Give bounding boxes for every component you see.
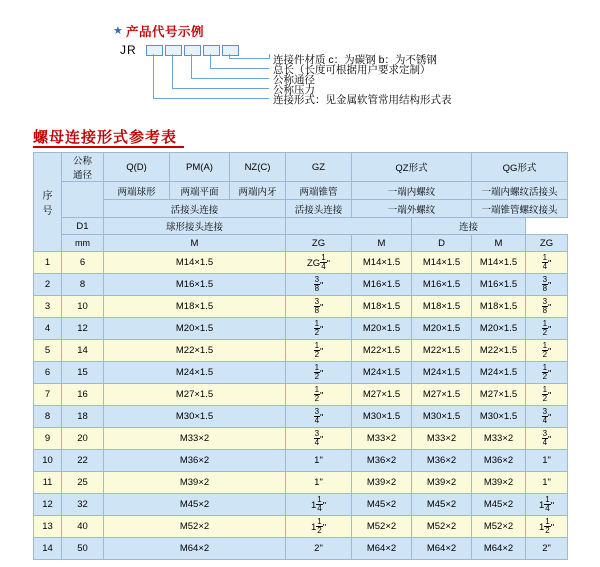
cell-dn: 14 [62,340,104,362]
header-conn-gz: 活接头连接 [286,200,352,218]
cell-qz-m: M36×2 [352,450,412,472]
cell-zg: $\frac{3}{4}$ " [286,406,352,428]
header-desc-gz: 两端锥管 [286,182,352,200]
cell-qz-m: M18×1.5 [352,296,412,318]
cell-qg-m: M33×2 [472,428,526,450]
code-box-1 [146,45,163,56]
header-ball-conn: 球形接头连接 [104,218,286,235]
header-group-pma: PM(A) [170,153,230,182]
header-group-qz: QZ形式 [352,153,472,182]
header-group-gz: GZ [286,153,352,182]
cell-qz-d: M45×2 [412,494,472,516]
cell-qz-m: M22×1.5 [352,340,412,362]
leader-h-4 [210,68,269,69]
cell-seq: 1 [34,252,62,274]
table-row [34,274,568,296]
cell-qz-d: M27×1.5 [412,384,472,406]
cell-zg: $\frac{3}{8}$ " [286,274,352,296]
cell-qg-zg: $\frac{3}{4}$ " [526,406,568,428]
diagram-label-material: 连接件材质 c：为碳钢 b：为不锈钢 [273,54,437,66]
cell-qg-zg: $\frac{1}{2}$ " [526,362,568,384]
header-d1: D1 [62,218,104,235]
cell-m: M52×2 [104,516,286,538]
leader-v-2 [172,54,173,88]
header-sub-zg: ZG [286,235,352,252]
cell-zg: $\frac{3}{8}$ " [286,296,352,318]
cell-seq: 8 [34,406,62,428]
cell-qz-m: M14×1.5 [352,252,412,274]
cell-qg-zg: $\frac{1}{2}$ " [526,384,568,406]
cell-zg: 1" [286,450,352,472]
cell-zg: ZG $\frac{1}{4}$ " [286,252,352,274]
header-row-units [34,235,568,252]
header-row-conn [34,200,568,218]
header-sub-qg-m: M [472,235,526,252]
header-conn-qz: 一端外螺纹 [352,200,472,218]
cell-seq: 4 [34,318,62,340]
cell-qz-d: M24×1.5 [412,362,472,384]
code-box-4 [203,45,220,56]
leader-v-1 [153,54,154,98]
table-row [34,406,568,428]
table-title: 螺母连接形式参考表 [33,129,178,146]
header-conn-right: 连接 [412,218,526,235]
leader-corner-5 [269,54,270,59]
leader-h-1 [153,98,269,99]
cell-qg-m: M20×1.5 [472,318,526,340]
cell-qz-m: M33×2 [352,428,412,450]
diagram-title: 产品代号示例 [126,25,205,39]
table-title-underline [33,146,184,148]
diagram-label-nominal-pressure: 公称压力 [273,84,315,96]
star-icon: ★ [113,25,123,37]
cell-zg: 1 $\frac{1}{2}$ " [286,516,352,538]
cell-dn: 16 [62,384,104,406]
header-sub-m: M [104,235,286,252]
cell-qg-m: M22×1.5 [472,340,526,362]
cell-qz-m: M45×2 [352,494,412,516]
cell-zg: 1 $\frac{1}{4}$ " [286,494,352,516]
cell-zg: 1" [286,472,352,494]
cell-seq: 10 [34,450,62,472]
cell-zg: 2" [286,538,352,560]
cell-qg-m: M14×1.5 [472,252,526,274]
cell-dn: 10 [62,296,104,318]
cell-qz-d: M64×2 [412,538,472,560]
cell-m: M27×1.5 [104,384,286,406]
cell-qz-d: M14×1.5 [412,252,472,274]
cell-qg-m: M30×1.5 [472,406,526,428]
leader-h-3 [191,78,269,79]
cell-qz-d: M39×2 [412,472,472,494]
cell-dn: 25 [62,472,104,494]
table-row [34,252,568,274]
table-row [34,296,568,318]
cell-qz-d: M22×1.5 [412,340,472,362]
code-box-5 [222,45,239,56]
cell-qz-m: M16×1.5 [352,274,412,296]
header-desc-qg: 一端内螺纹活接头 [472,182,568,200]
cell-qg-zg: 1" [526,472,568,494]
cell-qz-m: M24×1.5 [352,362,412,384]
header-conn-left: 活接头连接 [104,200,286,218]
cell-qg-m: M27×1.5 [472,384,526,406]
cell-dn: 15 [62,362,104,384]
cell-zg: $\frac{3}{4}$ " [286,428,352,450]
cell-qg-m: M64×2 [472,538,526,560]
cell-qz-d: M30×1.5 [412,406,472,428]
header-sub-qz-d: D [412,235,472,252]
cell-qg-zg: 2" [526,538,568,560]
cell-qz-d: M18×1.5 [412,296,472,318]
cell-m: M45×2 [104,494,286,516]
leader-h-2 [172,88,269,89]
header-desc-pma: 两端平面 [170,182,230,200]
cell-dn: 50 [62,538,104,560]
cell-qg-zg: $\frac{3}{8}$ " [526,274,568,296]
cell-qz-m: M30×1.5 [352,406,412,428]
cell-seq: 6 [34,362,62,384]
cell-zg: $\frac{1}{2}$ " [286,340,352,362]
cell-qz-m: M64×2 [352,538,412,560]
cell-qg-m: M36×2 [472,450,526,472]
cell-m: M36×2 [104,450,286,472]
cell-seq: 9 [34,428,62,450]
cell-seq: 5 [34,340,62,362]
header-group-nzc: NZ(C) [230,153,286,182]
header-dn: 公称 通径 [62,153,104,182]
diagram-label-connection-type: 连接形式：见金属软管常用结构形式表 [273,94,452,106]
table-row [34,450,568,472]
header-spacer-qz [286,218,412,235]
cell-qg-m: M24×1.5 [472,362,526,384]
cell-zg: $\frac{1}{2}$ " [286,362,352,384]
table-row [34,516,568,538]
table-row [34,340,568,362]
cell-zg: $\frac{1}{2}$ " [286,318,352,340]
cell-zg: $\frac{1}{2}$ " [286,384,352,406]
header-dn-spacer [62,182,104,218]
cell-seq: 3 [34,296,62,318]
cell-m: M18×1.5 [104,296,286,318]
header-unit-mm: mm [62,235,104,252]
cell-qg-m: M18×1.5 [472,296,526,318]
cell-qg-m: M16×1.5 [472,274,526,296]
cell-seq: 14 [34,538,62,560]
cell-qz-d: M33×2 [412,428,472,450]
cell-dn: 20 [62,428,104,450]
nut-connection-table [33,152,568,560]
cell-dn: 8 [62,274,104,296]
leader-v-3 [191,54,192,78]
cell-m: M20×1.5 [104,318,286,340]
table-row [34,362,568,384]
header-group-qd: Q(D) [104,153,170,182]
cell-dn: 18 [62,406,104,428]
cell-dn: 22 [62,450,104,472]
cell-dn: 40 [62,516,104,538]
cell-qg-zg: $\frac{1}{4}$ " [526,252,568,274]
cell-qg-m: M39×2 [472,472,526,494]
header-row-desc [34,182,568,200]
cell-qg-zg: 1 $\frac{1}{4}$ " [526,494,568,516]
table-row [34,472,568,494]
cell-qg-zg: $\frac{1}{2}$ " [526,318,568,340]
diagram-label-nominal-diameter: 公称通径 [273,74,315,86]
cell-seq: 7 [34,384,62,406]
cell-m: M16×1.5 [104,274,286,296]
cell-dn: 12 [62,318,104,340]
cell-dn: 6 [62,252,104,274]
header-sub-qz-m: M [352,235,412,252]
cell-m: M24×1.5 [104,362,286,384]
header-desc-qz: 一端内螺纹 [352,182,472,200]
table-row [34,494,568,516]
cell-qg-zg: 1" [526,450,568,472]
header-group-qg: QG形式 [472,153,568,182]
cell-seq: 11 [34,472,62,494]
leader-v-4 [210,54,211,68]
cell-m: M14×1.5 [104,252,286,274]
cell-qg-m: M52×2 [472,516,526,538]
cell-m: M64×2 [104,538,286,560]
cell-seq: 13 [34,516,62,538]
table-row [34,538,568,560]
header-row-d1 [34,218,568,235]
product-code-prefix: JR [120,43,137,57]
header-desc-nzc: 两端内牙 [230,182,286,200]
cell-qz-m: M52×2 [352,516,412,538]
cell-qz-d: M16×1.5 [412,274,472,296]
cell-qz-d: M52×2 [412,516,472,538]
code-box-3 [184,45,201,56]
header-sub-qg-zg: ZG [526,235,568,252]
table-row [34,428,568,450]
table-row [34,384,568,406]
code-box-2 [165,45,182,56]
cell-seq: 2 [34,274,62,296]
diagram-label-length: 总长（长度可根据用户要求定制） [273,64,431,76]
cell-qz-m: M39×2 [352,472,412,494]
cell-m: M39×2 [104,472,286,494]
table-row [34,318,568,340]
cell-m: M22×1.5 [104,340,286,362]
cell-qg-zg: $\frac{3}{8}$ " [526,296,568,318]
product-code-diagram [0,0,600,118]
cell-qg-m: M45×2 [472,494,526,516]
cell-qz-d: M20×1.5 [412,318,472,340]
cell-qg-zg: 1 $\frac{1}{2}$ " [526,516,568,538]
cell-seq: 12 [34,494,62,516]
cell-qz-m: M27×1.5 [352,384,412,406]
header-seq: 序 号 [34,153,62,252]
header-desc-qd: 两端球形 [104,182,170,200]
cell-qg-zg: $\frac{3}{4}$ " [526,428,568,450]
cell-qz-m: M20×1.5 [352,318,412,340]
cell-qz-d: M36×2 [412,450,472,472]
cell-m: M33×2 [104,428,286,450]
header-row-groups [34,153,568,182]
cell-qg-zg: $\frac{1}{2}$ " [526,340,568,362]
cell-m: M30×1.5 [104,406,286,428]
header-conn-qg: 一端锥管螺纹接头 [472,200,568,218]
cell-dn: 32 [62,494,104,516]
leader-h-5 [229,58,269,59]
